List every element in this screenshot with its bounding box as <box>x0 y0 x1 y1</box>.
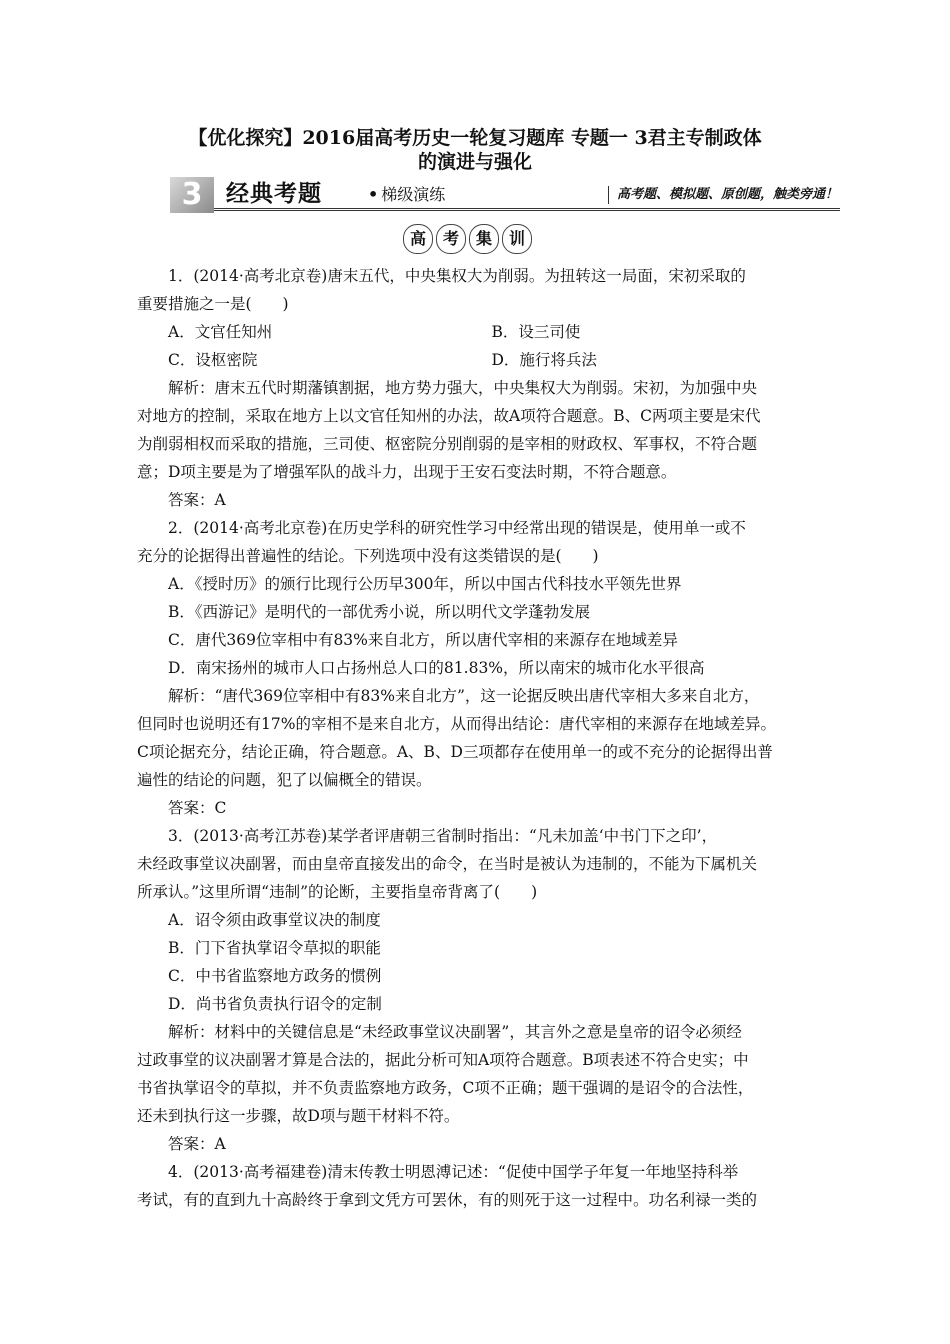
question-2-stem-line: 2．(2014·高考北京卷)在历史学科的研究性学习中经常出现的错误是，使用单一或不 <box>168 519 746 537</box>
banner-subheading: 梯级演练 <box>381 185 446 204</box>
analysis-line: 遍性的结论的问题，犯了以偏概全的错误。 <box>137 771 432 789</box>
question-1-options-row <box>137 318 815 346</box>
option: B．《西游记》是明代的一部优秀小说，所以明代文学蓬勃发展 <box>168 603 591 621</box>
question-3-stem-line: 未经政事堂议决副署，而由皇帝直接发出的命令，在当时是被认为违制的，不能为下属机关 <box>137 855 758 873</box>
analysis-line: 解析：“唐代369位宰相中有83%来自北方”，这一论据反映出唐代宰相大多来自北方， <box>168 687 760 705</box>
question-4-stem-line: 4．(2013·高考福建卷)清末传教士明恩溥记述：“促使中国学子年复一年地坚持科举 <box>168 1163 739 1181</box>
option: C．唐代369位宰相中有83%来自北方，所以唐代宰相的来源存在地域差异 <box>168 631 678 649</box>
question-3-stem-line: 所承认。”这里所谓“违制”的论断，主要指皇帝背离了( ) <box>137 883 538 901</box>
banner-subheading-wrap <box>368 184 445 206</box>
title-line-1: 【优化探究】2016届高考历史一轮复习题库 专题一 3君主专制政体 <box>188 127 762 149</box>
question-1-stem-line: 重要措施之一是( ) <box>137 295 289 313</box>
question-2-stem-line: 充分的论据得出普遍性的结论。下列选项中没有这类错误的是( ) <box>137 547 599 565</box>
analysis-line: 解析：材料中的关键信息是“未经政事堂议决副署”，其言外之意是皇帝的诏令必须经 <box>168 1023 742 1041</box>
banner-number: 3 <box>170 177 214 213</box>
question-4-stem-line: 考试，有的直到九十高龄终于拿到文凭方可罢休，有的则死于这一过程中。功名利禄一类的 <box>137 1191 758 1209</box>
question-1-options-row <box>137 346 815 374</box>
section-char: 集 <box>469 224 499 254</box>
question-1-stem-line: 1．(2014·高考北京卷)唐末五代，中央集权大为削弱。为扭转这一局面，宋初采取的 <box>168 267 746 285</box>
section-char: 训 <box>502 224 532 254</box>
answer: 答案：A <box>168 491 226 509</box>
analysis-line: C项论据充分，结论正确，符合题意。A、B、D三项都存在使用单一的或不充分的论据得出普 <box>137 743 773 761</box>
analysis-line: 但同时也说明还有17%的宰相不是来自北方，从而得出结论：唐代宰相的来源存在地域差异。 <box>137 715 776 733</box>
section-label <box>403 224 532 254</box>
section-char: 高 <box>403 224 433 254</box>
analysis-line: 对地方的控制，采取在地方上以文官任知州的办法，故A项符合题意。B、C两项主要是宋代 <box>137 407 761 425</box>
question-3-stem-line: 3．(2013·高考江苏卷)某学者评唐朝三省制时指出：“凡未加盖‘中书门下之印’， <box>168 827 718 845</box>
analysis-line: 解析：唐末五代时期藩镇割据，地方势力强大，中央集权大为削弱。宋初，为加强中央 <box>168 379 758 397</box>
option: A．文官任知州 <box>168 323 273 341</box>
option: B．设三司使 <box>491 323 581 341</box>
analysis-line: 意；D项主要是为了增强军队的战斗力，出现于王安石变法时期，不符合题意。 <box>137 463 677 481</box>
section-banner <box>170 177 840 213</box>
answer: 答案：A <box>168 1135 226 1153</box>
option: A．《授时历》的颁行比现行公历早300年，所以中国古代科技水平领先世界 <box>168 575 682 593</box>
option: D．施行将兵法 <box>491 351 597 369</box>
option: D．南宋扬州的城市人口占扬州总人口的81.83%，所以南宋的城市化水平很高 <box>168 659 705 677</box>
option: C．设枢密院 <box>168 351 258 369</box>
document-title <box>120 126 830 174</box>
option: B．门下省执掌诏令草拟的职能 <box>168 939 381 957</box>
banner-heading: 经典考题 <box>226 181 322 207</box>
question-content <box>137 262 815 1214</box>
banner-slogan: 高考题、模拟题、原创题，触类旁通！ <box>608 186 838 204</box>
analysis-line: 书省执掌诏令的草拟，并不负责监察地方政务，C项不正确；题干强调的是诏令的合法性， <box>137 1079 754 1097</box>
banner-rule <box>214 208 840 211</box>
section-char: 考 <box>436 224 466 254</box>
analysis-line: 为削弱相权而采取的措施，三司使、枢密院分别削弱的是宰相的财政权、军事权，不符合题 <box>137 435 758 453</box>
option: C．中书省监察地方政务的惯例 <box>168 967 382 985</box>
analysis-line: 还未到执行这一步骤，故D项与题干材料不符。 <box>137 1107 460 1125</box>
bullet-dot: • <box>368 185 379 204</box>
analysis-line: 过政事堂的议决副署才算是合法的，据此分析可知A项符合题意。B项表述不符合史实；中 <box>137 1051 749 1069</box>
option: A．诏令须由政事堂议决的制度 <box>168 911 381 929</box>
option: D．尚书省负责执行诏令的定制 <box>168 995 382 1013</box>
title-line-2: 的演进与强化 <box>417 151 532 173</box>
answer: 答案：C <box>168 799 227 817</box>
